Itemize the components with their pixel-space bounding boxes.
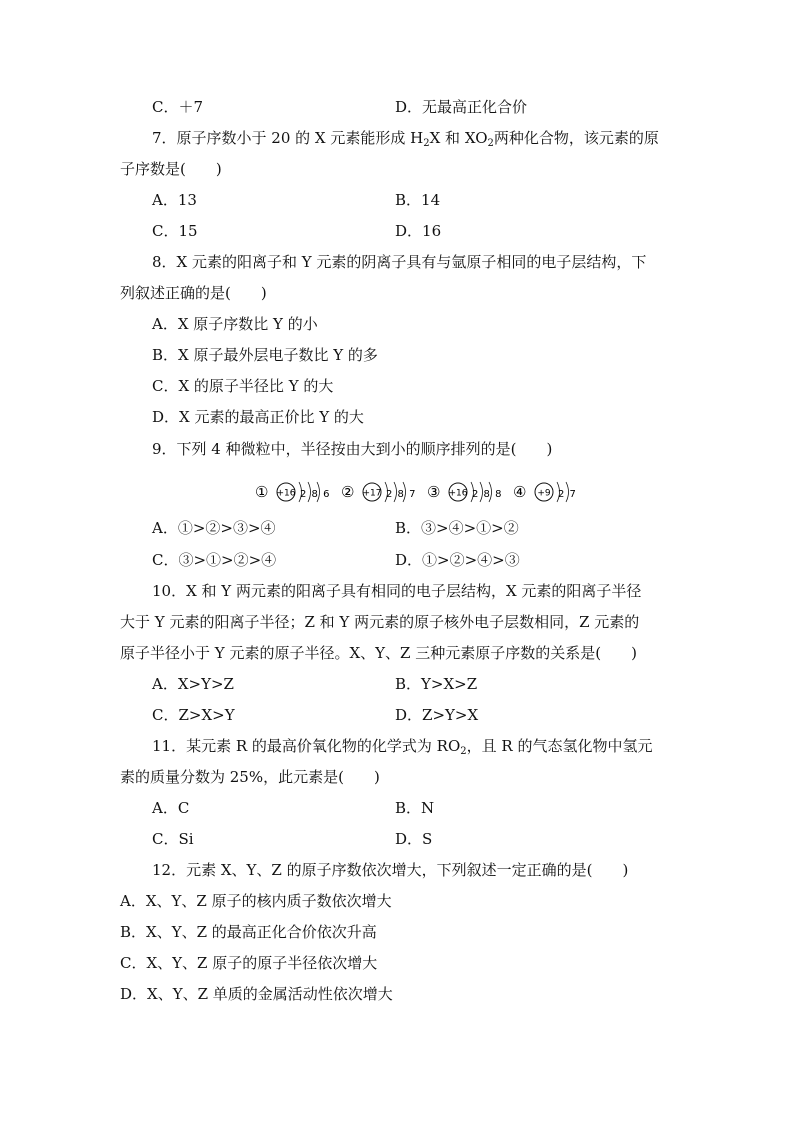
atom-label: ③ [427,483,441,501]
q6-option-c: C．＋7 [152,98,204,116]
shell-electrons: 2 7 [558,489,577,500]
shell-electrons: 2 8 7 [386,489,417,500]
q9-stem: 9．下列 4 种微粒中，半径按由大到小的顺序排列的是( ) [152,440,553,458]
shell-electrons: 2 8 8 [472,489,503,500]
q10-option-d: D．Z>Y>X [395,706,479,724]
q7-stem-line2: 子序数是( ) [120,160,222,178]
q8-stem-line2: 列叙述正确的是( ) [120,284,267,302]
shell-electrons: 2 8 6 [300,489,331,500]
q10-option-a: A．X>Y>Z [152,675,234,693]
q7-stem-line1: 7．原子序数小于 20 的 X 元素能形成 $H_2X$ 和 $XO_2$两种化合物，该元素的原 [152,129,659,149]
q10-stem-line3: 原子半径小于 Y 元素的原子半径。X、Y、Z 三种元素原子序数的关系是( ) [120,644,637,662]
q10-option-b: B．Y>X>Z [395,675,478,693]
q11-stem-line2: 素的质量分数为 25%，此元素是( ) [120,768,380,786]
q8-option-c: C．X 的原子半径比 Y 的大 [152,377,334,395]
atom-label: ④ [513,483,527,501]
q12-option-a: A．X、Y、Z 原子的核内质子数依次增大 [120,892,392,910]
q12-option-b: B．X、Y、Z 的最高正化合价依次升高 [120,923,377,941]
q9-option-b: B．③>④>①>② [395,519,519,537]
nucleus-charge: +16 [448,488,468,499]
q10-stem-line2: 大于 Y 元素的阳离子半径；Z 和 Y 两元素的原子核外电子层数相同，Z 元素的 [120,613,640,631]
q9-option-d: D．①>②>④>③ [395,551,520,569]
q7-option-a: A．13 [152,191,197,209]
q11-option-c: C．Si [152,830,194,848]
atom-diagram-4 [513,482,577,502]
atom-diagram-3 [427,482,502,502]
q10-option-c: C．Z>X>Y [152,706,235,724]
q9-option-a: A．①>②>③>④ [152,519,276,537]
q8-stem-line1: 8．X 元素的阳离子和 Y 元素的阴离子具有与氩原子相同的电子层结构，下 [152,253,647,271]
q11-option-a: A．C [152,799,190,817]
q12-option-d: D．X、Y、Z 单质的金属活动性依次增大 [120,985,393,1003]
atom-diagram-1 [255,482,330,502]
nucleus-charge: +16 [276,488,296,499]
atom-diagram-2 [341,482,416,502]
q10-stem-line1: 10．X 和 Y 两元素的阳离子具有相同的电子层结构，X 元素的阳离子半径 [152,582,642,600]
q11-option-b: B．N [395,799,435,817]
q9-option-c: C．③>①>②>④ [152,551,277,569]
atom-label: ① [255,483,269,501]
q7-option-b: B．14 [395,191,441,209]
nucleus-charge: +9 [537,488,551,499]
q7-option-d: D．16 [395,222,442,240]
q12-stem: 12．元素 X、Y、Z 的原子序数依次增大，下列叙述一定正确的是( ) [152,861,629,879]
q8-option-d: D．X 元素的最高正价比 Y 的大 [152,408,364,426]
atom-structure-diagrams [255,478,595,506]
q8-option-a: A．X 原子序数比 Y 的小 [152,315,318,333]
nucleus-charge: +17 [362,488,382,499]
q7-option-c: C．15 [152,222,198,240]
q11-stem-line1: 11．某元素 R 的最高价氧化物的化学式为 $RO_2$，且 R 的气态氢化物中氢元 [152,737,653,757]
q12-option-c: C．X、Y、Z 原子的原子半径依次增大 [120,954,378,972]
q11-option-d: D．S [395,830,433,848]
q8-option-b: B．X 原子最外层电子数比 Y 的多 [152,346,378,364]
atom-label: ② [341,483,355,501]
q6-option-d: D．无最高正化合价 [395,98,528,116]
